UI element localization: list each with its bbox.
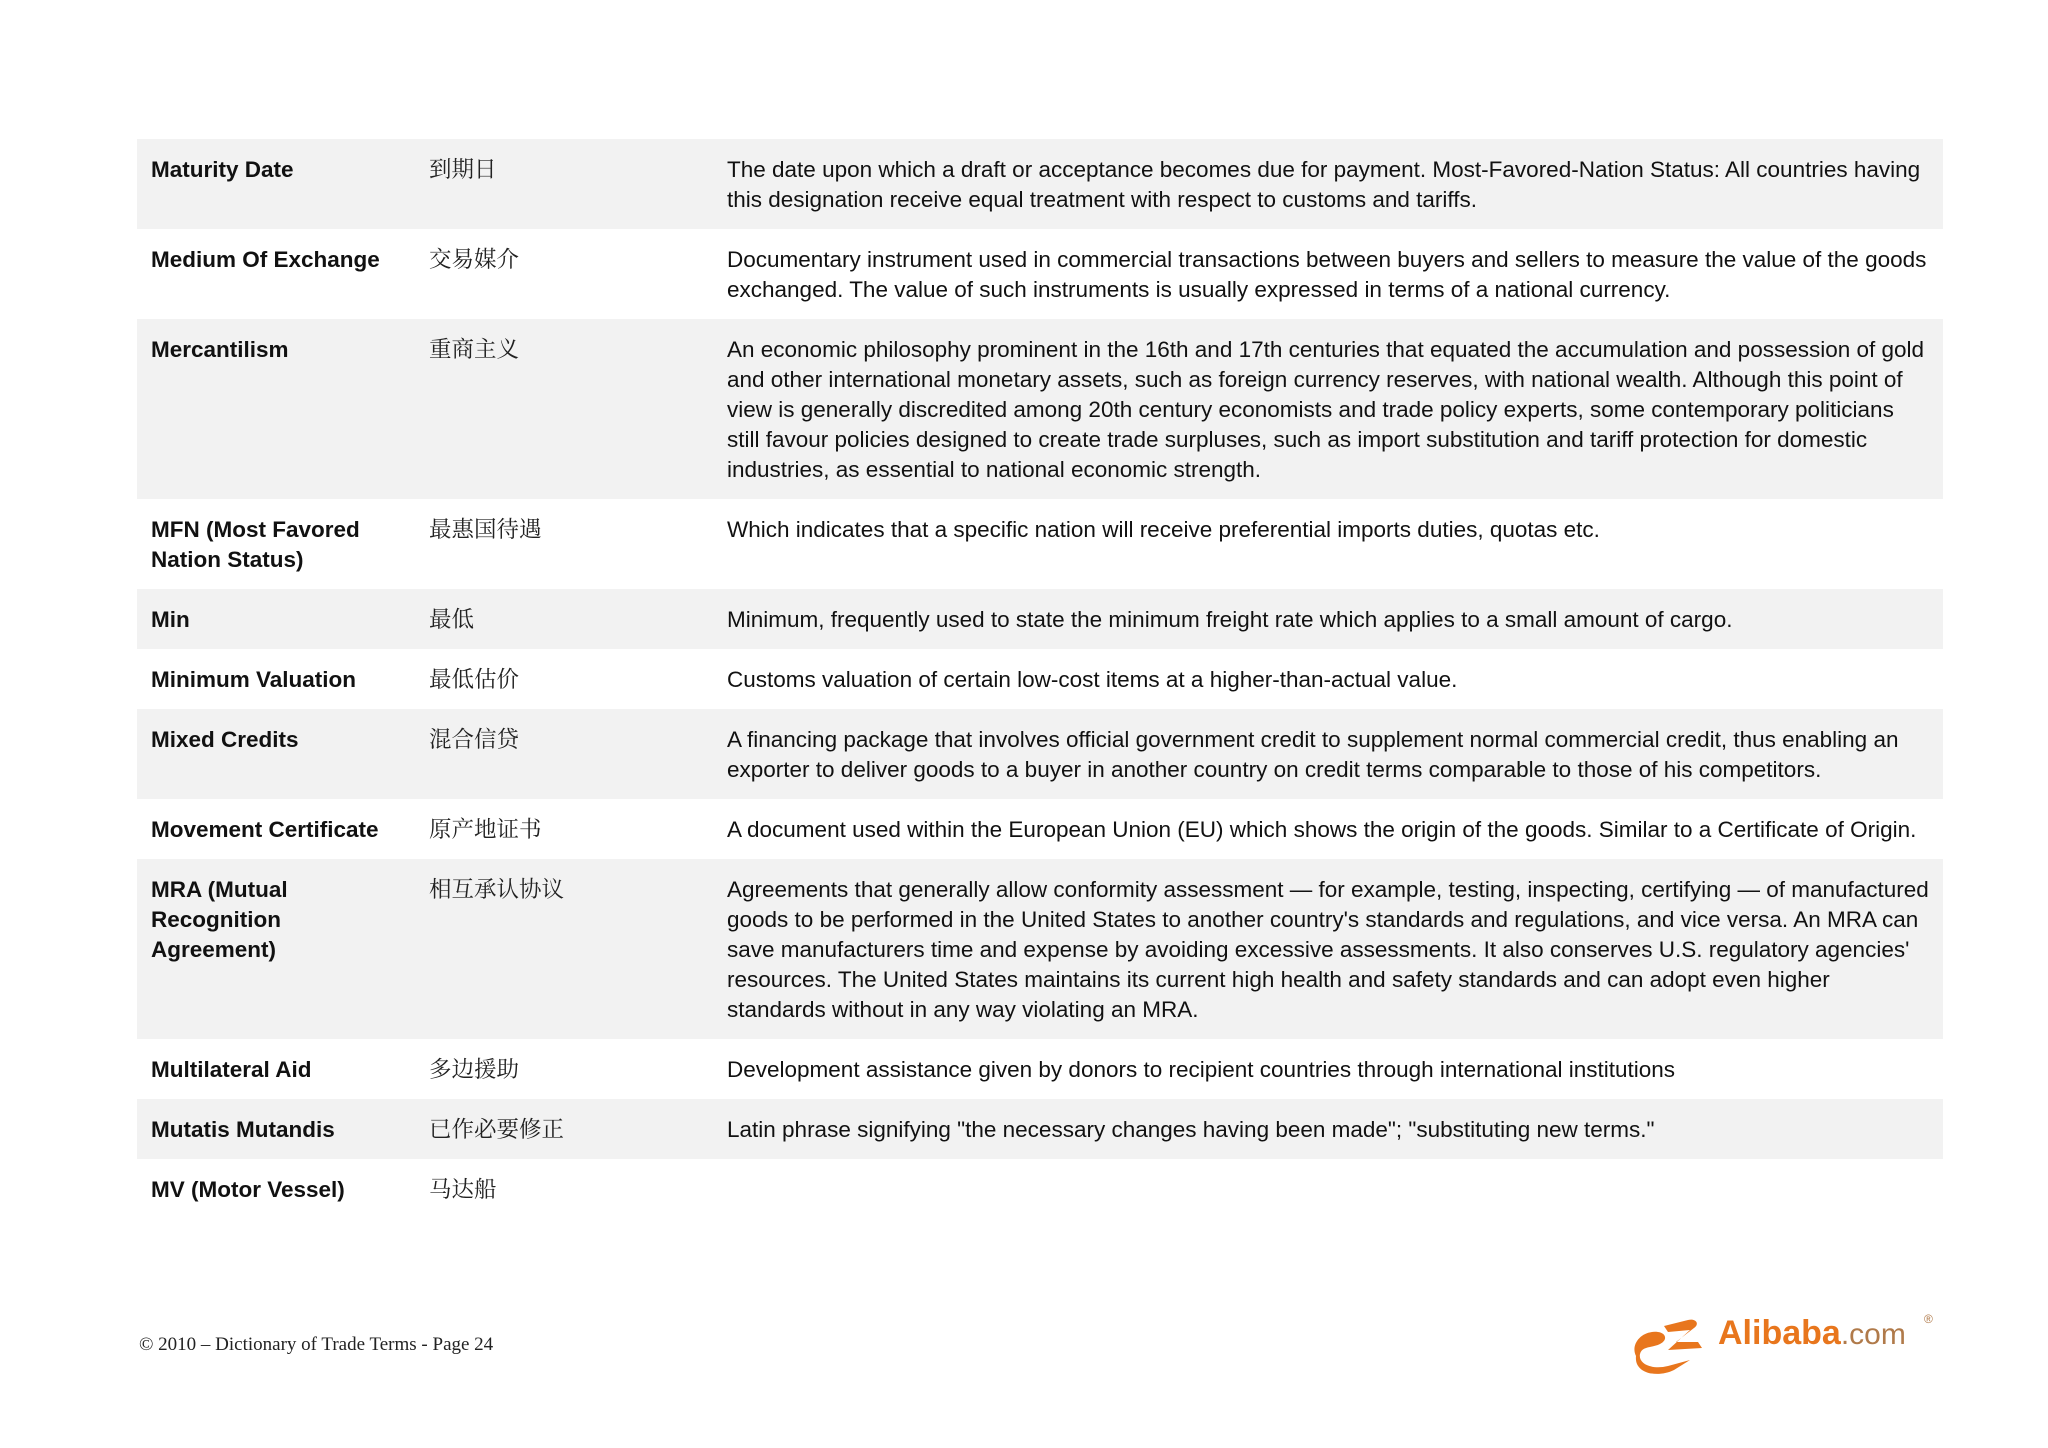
definition-cell: Customs valuation of certain low-cost items at a higher-than-actual value. xyxy=(713,649,1943,709)
term-cell: Movement Certificate xyxy=(137,799,415,859)
term-cell: Multilateral Aid xyxy=(137,1039,415,1099)
definition-cell: Latin phrase signifying "the necessary changes having been made"; "substituting new terms." xyxy=(713,1099,1943,1159)
chinese-term-cell: 到期日 xyxy=(415,139,713,229)
logo-suffix: .com xyxy=(1840,1318,1906,1351)
definition-cell: Development assistance given by donors to recipient countries through international institutions xyxy=(713,1039,1943,1099)
page-footer: © 2010 – Dictionary of Trade Terms - Page 24 xyxy=(139,1334,494,1355)
term-cell: Mercantilism xyxy=(137,319,415,499)
definition-cell: A document used within the European Union (EU) which shows the origin of the goods. Similar to a Certificate of Origin. xyxy=(713,799,1943,859)
term-cell: Min xyxy=(137,589,415,649)
term-cell: Mutatis Mutandis xyxy=(137,1099,415,1159)
table-row xyxy=(137,649,1943,709)
table-row xyxy=(137,139,1943,229)
table-row xyxy=(137,319,1943,499)
alibaba-logo-mark-icon xyxy=(1628,1316,1706,1376)
table-row xyxy=(137,589,1943,649)
logo-registered-mark: ® xyxy=(1924,1312,1933,1326)
chinese-term-cell: 多边援助 xyxy=(415,1039,713,1099)
terms-table xyxy=(137,139,1943,1219)
table-row xyxy=(137,709,1943,799)
logo-brand: Alibaba xyxy=(1718,1314,1841,1352)
table-row xyxy=(137,1099,1943,1159)
term-cell: MFN (Most Favored Nation Status) xyxy=(137,499,415,589)
chinese-term-cell: 已作必要修正 xyxy=(415,1099,713,1159)
table-row xyxy=(137,499,1943,589)
table-row xyxy=(137,799,1943,859)
definition-cell: A financing package that involves official government credit to supplement normal commercial credit, thus enabling an exporter to deliver goods to a buyer in another country on credit terms comparable to those of his competitors. xyxy=(713,709,1943,799)
chinese-term-cell: 马达船 xyxy=(415,1159,713,1219)
definition-cell: Documentary instrument used in commercial transactions between buyers and sellers to measure the value of the goods exchanged. The value of such instruments is usually expressed in terms of a national currency. xyxy=(713,229,1943,319)
table-row xyxy=(137,1039,1943,1099)
alibaba-logo xyxy=(1628,1312,1933,1378)
term-cell: MV (Motor Vessel) xyxy=(137,1159,415,1219)
chinese-term-cell: 相互承认协议 xyxy=(415,859,713,1039)
chinese-term-cell: 最惠国待遇 xyxy=(415,499,713,589)
definition-cell: The date upon which a draft or acceptance becomes due for payment. Most-Favored-Nation Status: All countries having this designation receive equal treatment with respect to customs and tariffs. xyxy=(713,139,1943,229)
table-row xyxy=(137,1159,1943,1219)
chinese-term-cell: 原产地证书 xyxy=(415,799,713,859)
definition-cell: An economic philosophy prominent in the 16th and 17th centuries that equated the accumulation and possession of gold and other international monetary assets, such as foreign currency reserves, with national wealth. Although this point of view is generally discredited among 20th century economists and trade policy experts, some contemporary politicians still favour policies designed to create trade surpluses, such as import substitution and tariff protection for domestic industries, as essential to national economic strength. xyxy=(713,319,1943,499)
chinese-term-cell: 交易媒介 xyxy=(415,229,713,319)
chinese-term-cell: 最低估价 xyxy=(415,649,713,709)
definition-cell: Agreements that generally allow conformity assessment — for example, testing, inspecting, certifying — of manufactured goods to be performed in the United States to another country's standards and regulations, and vice versa. An MRA can save manufacturers time and expense by avoiding excessive assessments. It also conserves U.S. regulatory agencies' resources. The United States maintains its current high health and safety standards and can adopt even higher standards without in any way violating an MRA. xyxy=(713,859,1943,1039)
table-row xyxy=(137,859,1943,1039)
chinese-term-cell: 最低 xyxy=(415,589,713,649)
definition-cell xyxy=(713,1159,1943,1219)
chinese-term-cell: 重商主义 xyxy=(415,319,713,499)
term-cell: Maturity Date xyxy=(137,139,415,229)
term-cell: Medium Of Exchange xyxy=(137,229,415,319)
term-cell: Minimum Valuation xyxy=(137,649,415,709)
terms-table-body xyxy=(137,139,1943,1219)
table-row xyxy=(137,229,1943,319)
definition-cell: Which indicates that a specific nation will receive preferential imports duties, quotas etc. xyxy=(713,499,1943,589)
alibaba-logo-wordmark xyxy=(1718,1314,1906,1353)
term-cell: Mixed Credits xyxy=(137,709,415,799)
term-cell: MRA (Mutual Recognition Agreement) xyxy=(137,859,415,1039)
definition-cell: Minimum, frequently used to state the minimum freight rate which applies to a small amount of cargo. xyxy=(713,589,1943,649)
chinese-term-cell: 混合信贷 xyxy=(415,709,713,799)
